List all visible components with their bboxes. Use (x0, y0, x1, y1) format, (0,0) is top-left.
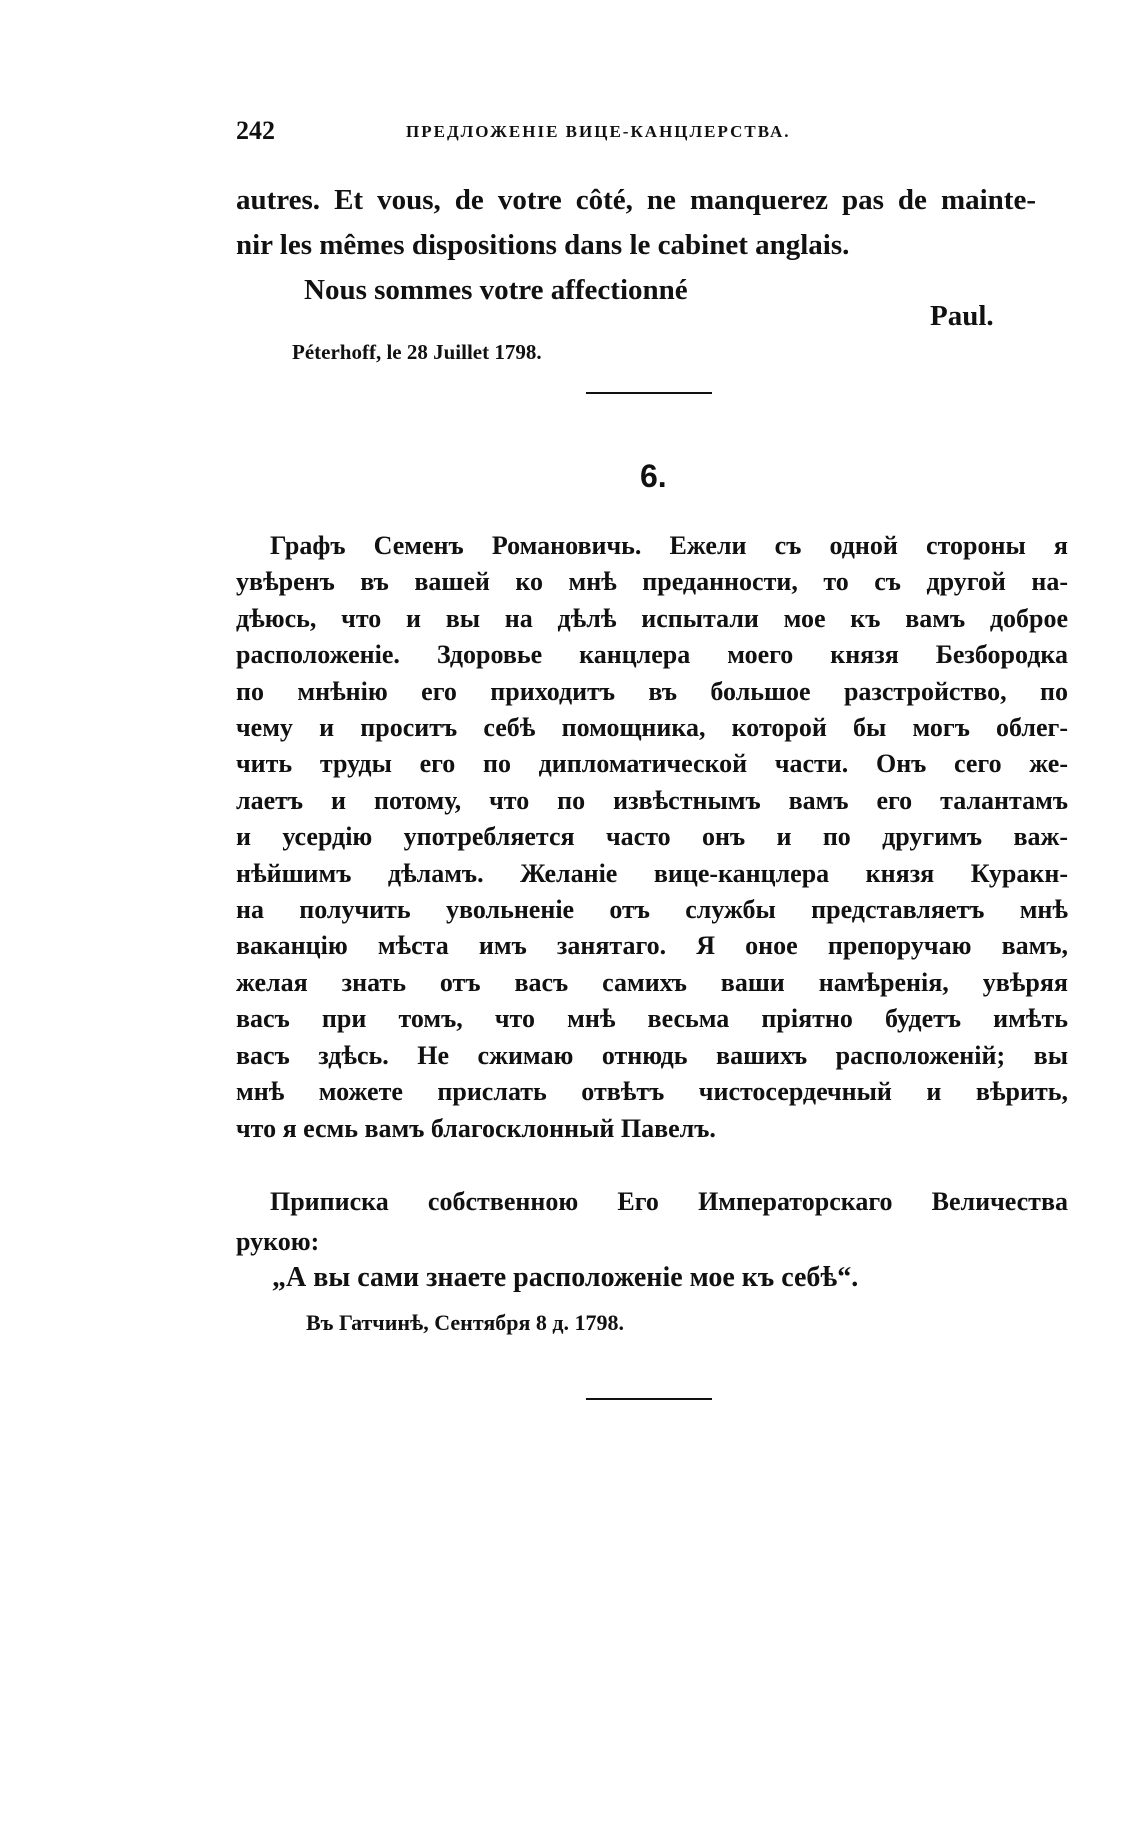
french-line: nir les mêmes dispositions dans le cabinet anglais. (236, 229, 850, 261)
section-divider (586, 1398, 712, 1400)
letter-date: Péterhoff, le 28 Juillet 1798. (292, 340, 542, 364)
text-line: Графъ Семенъ Романовичь. Ежели съ одной стороны я (270, 531, 1068, 560)
french-closing: Nous sommes votre affectionné (304, 274, 688, 306)
text-line: по мнѣнію его приходитъ въ большое разстройство, по (236, 676, 1068, 706)
text-line: лаетъ и потому, что по извѣстнымъ вамъ его талантамъ (236, 785, 1068, 815)
french-line: autres. Et vous, de votre côté, ne manquerez pas de mainte- (236, 184, 1036, 216)
text-line: дѣюсь, что и вы на дѣлѣ испытали мое къ вамъ доброе (236, 603, 1068, 633)
text-line: васъ здѣсь. Не сжимаю отнюдь вашихъ расположеній; вы (236, 1040, 1068, 1070)
text-line: что я есмь вамъ благосклонный Павелъ. (236, 1113, 716, 1143)
text-line: чему и проситъ себѣ помощника, которой бы могъ облег- (236, 713, 1068, 743)
text-line: и усердію употребляется часто онъ и по другимъ важ- (236, 822, 1068, 852)
text-line: мнѣ можете прислать отвѣтъ чистосердечный и вѣрить, (236, 1077, 1068, 1107)
letter-signature: Paul. (930, 300, 994, 332)
letter-date: Въ Гатчинѣ, Сентября 8 д. 1798. (306, 1310, 625, 1335)
text-line: ваканцію мѣста имъ занятаго. Я оное препоручаю вамъ, (236, 931, 1068, 961)
postscript-line: Приписка собственною Его Императорскаго Величества (270, 1187, 1068, 1216)
postscript-note (236, 1182, 1068, 1262)
text-line: на получить увольненіе отъ службы представляетъ мнѣ (236, 895, 1068, 925)
russian-letter-text (236, 528, 1068, 1147)
text-line: нѣйшимъ дѣламъ. Желаніе вице-канцлера князя Куракн- (236, 858, 1068, 888)
text-line: чить труды его по дипломатической части. Онъ сего же- (236, 749, 1068, 779)
postscript-line: рукою: (236, 1227, 320, 1256)
section-number: 6. (640, 458, 667, 494)
handwritten-quote: „А вы сами знаете расположеніе мое къ себѣ“. (272, 1262, 859, 1293)
text-line: увѣренъ въ вашей ко мнѣ преданности, то съ другой на- (236, 567, 1068, 597)
text-line: расположеніе. Здоровье канцлера моего князя Безбородка (236, 640, 1068, 670)
french-letter-text (236, 178, 1036, 313)
running-title: ПРЕДЛОЖЕНІЕ ВИЦЕ-КАНЦЛЕРСТВА. (406, 122, 791, 141)
text-line: желая знать отъ васъ самихъ ваши намѣренія, увѣряя (236, 967, 1068, 997)
page-header (236, 112, 876, 152)
text-line: васъ при томъ, что мнѣ весьма пріятно будетъ имѣть (236, 1004, 1068, 1034)
section-divider (586, 392, 712, 394)
page-number: 242 (236, 116, 275, 145)
